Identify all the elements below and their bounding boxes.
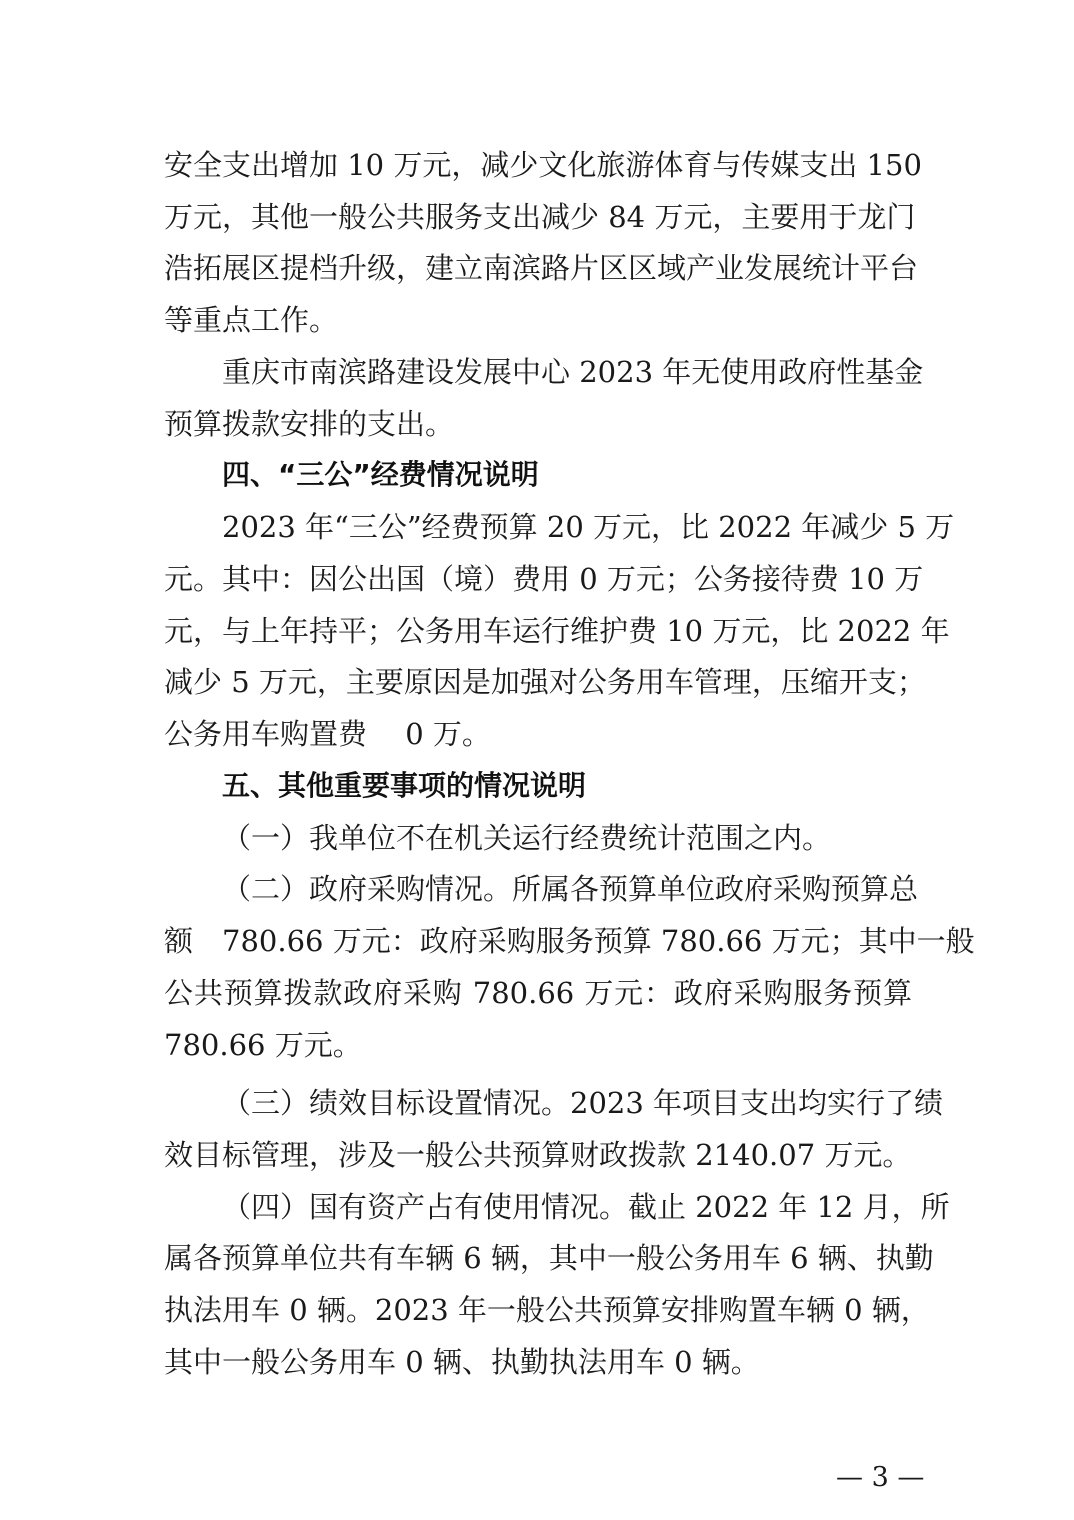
text-line: 额 780.66 万元：政府采购服务预算 780.66 万元；其中一般 [164, 924, 975, 958]
text-line: 等重点工作。 [164, 303, 339, 337]
text-line: （二）政府采购情况。所属各预算单位政府采购预算总 [222, 872, 919, 906]
text-line: 780.66 万元。 [164, 1028, 362, 1062]
text-line: （三）绩效目标设置情况。2023 年项目支出均实行了绩 [222, 1086, 944, 1120]
text-line: 预算拨款安排的支出。 [164, 407, 455, 441]
text-line: 2023 年“三公”经费预算 20 万元，比 2022 年减少 5 万 [222, 510, 955, 544]
text-line: 减少 5 万元，主要原因是加强对公务用车管理，压缩开支； [164, 665, 926, 699]
section-heading: 五、其他重要事项的情况说明 [222, 769, 587, 802]
section-heading: 四、“三公”经费情况说明 [222, 458, 539, 491]
text-line: （一）我单位不在机关运行经费统计范围之内。 [222, 821, 832, 855]
text-line: 效目标管理，涉及一般公共预算财政拨款 2140.07 万元。 [164, 1138, 912, 1172]
text-line: 元。其中：因公出国（境）费用 0 万元；公务接待费 10 万 [164, 562, 924, 596]
text-line: （四）国有资产占有使用情况。截止 2022 年 12 月，所 [222, 1190, 950, 1224]
text-line: 浩拓展区提档升级，建立南滨路片区区域产业发展统计平台 [164, 251, 919, 285]
page-number: — 3 — [836, 1462, 925, 1493]
text-line: 万元，其他一般公共服务支出减少 84 万元，主要用于龙门 [164, 200, 916, 234]
text-line: 公共预算拨款政府采购 780.66 万元：政府采购服务预算 [164, 976, 912, 1010]
text-line: 元，与上年持平；公务用车运行维护费 10 万元，比 2022 年 [164, 614, 950, 648]
text-line: 重庆市南滨路建设发展中心 2023 年无使用政府性基金 [222, 355, 924, 389]
text-line: 安全支出增加 10 万元，减少文化旅游体育与传媒支出 150 [164, 148, 922, 182]
text-line: 属各预算单位共有车辆 6 辆，其中一般公务用车 6 辆、执勤 [164, 1241, 934, 1275]
text-line: 执法用车 0 辆。2023 年一般公共预算安排购置车辆 0 辆， [164, 1293, 930, 1327]
text-line: 公务用车购置费 0 万。 [164, 717, 491, 751]
text-line: 其中一般公务用车 0 辆、执勤执法用车 0 辆。 [164, 1345, 760, 1379]
